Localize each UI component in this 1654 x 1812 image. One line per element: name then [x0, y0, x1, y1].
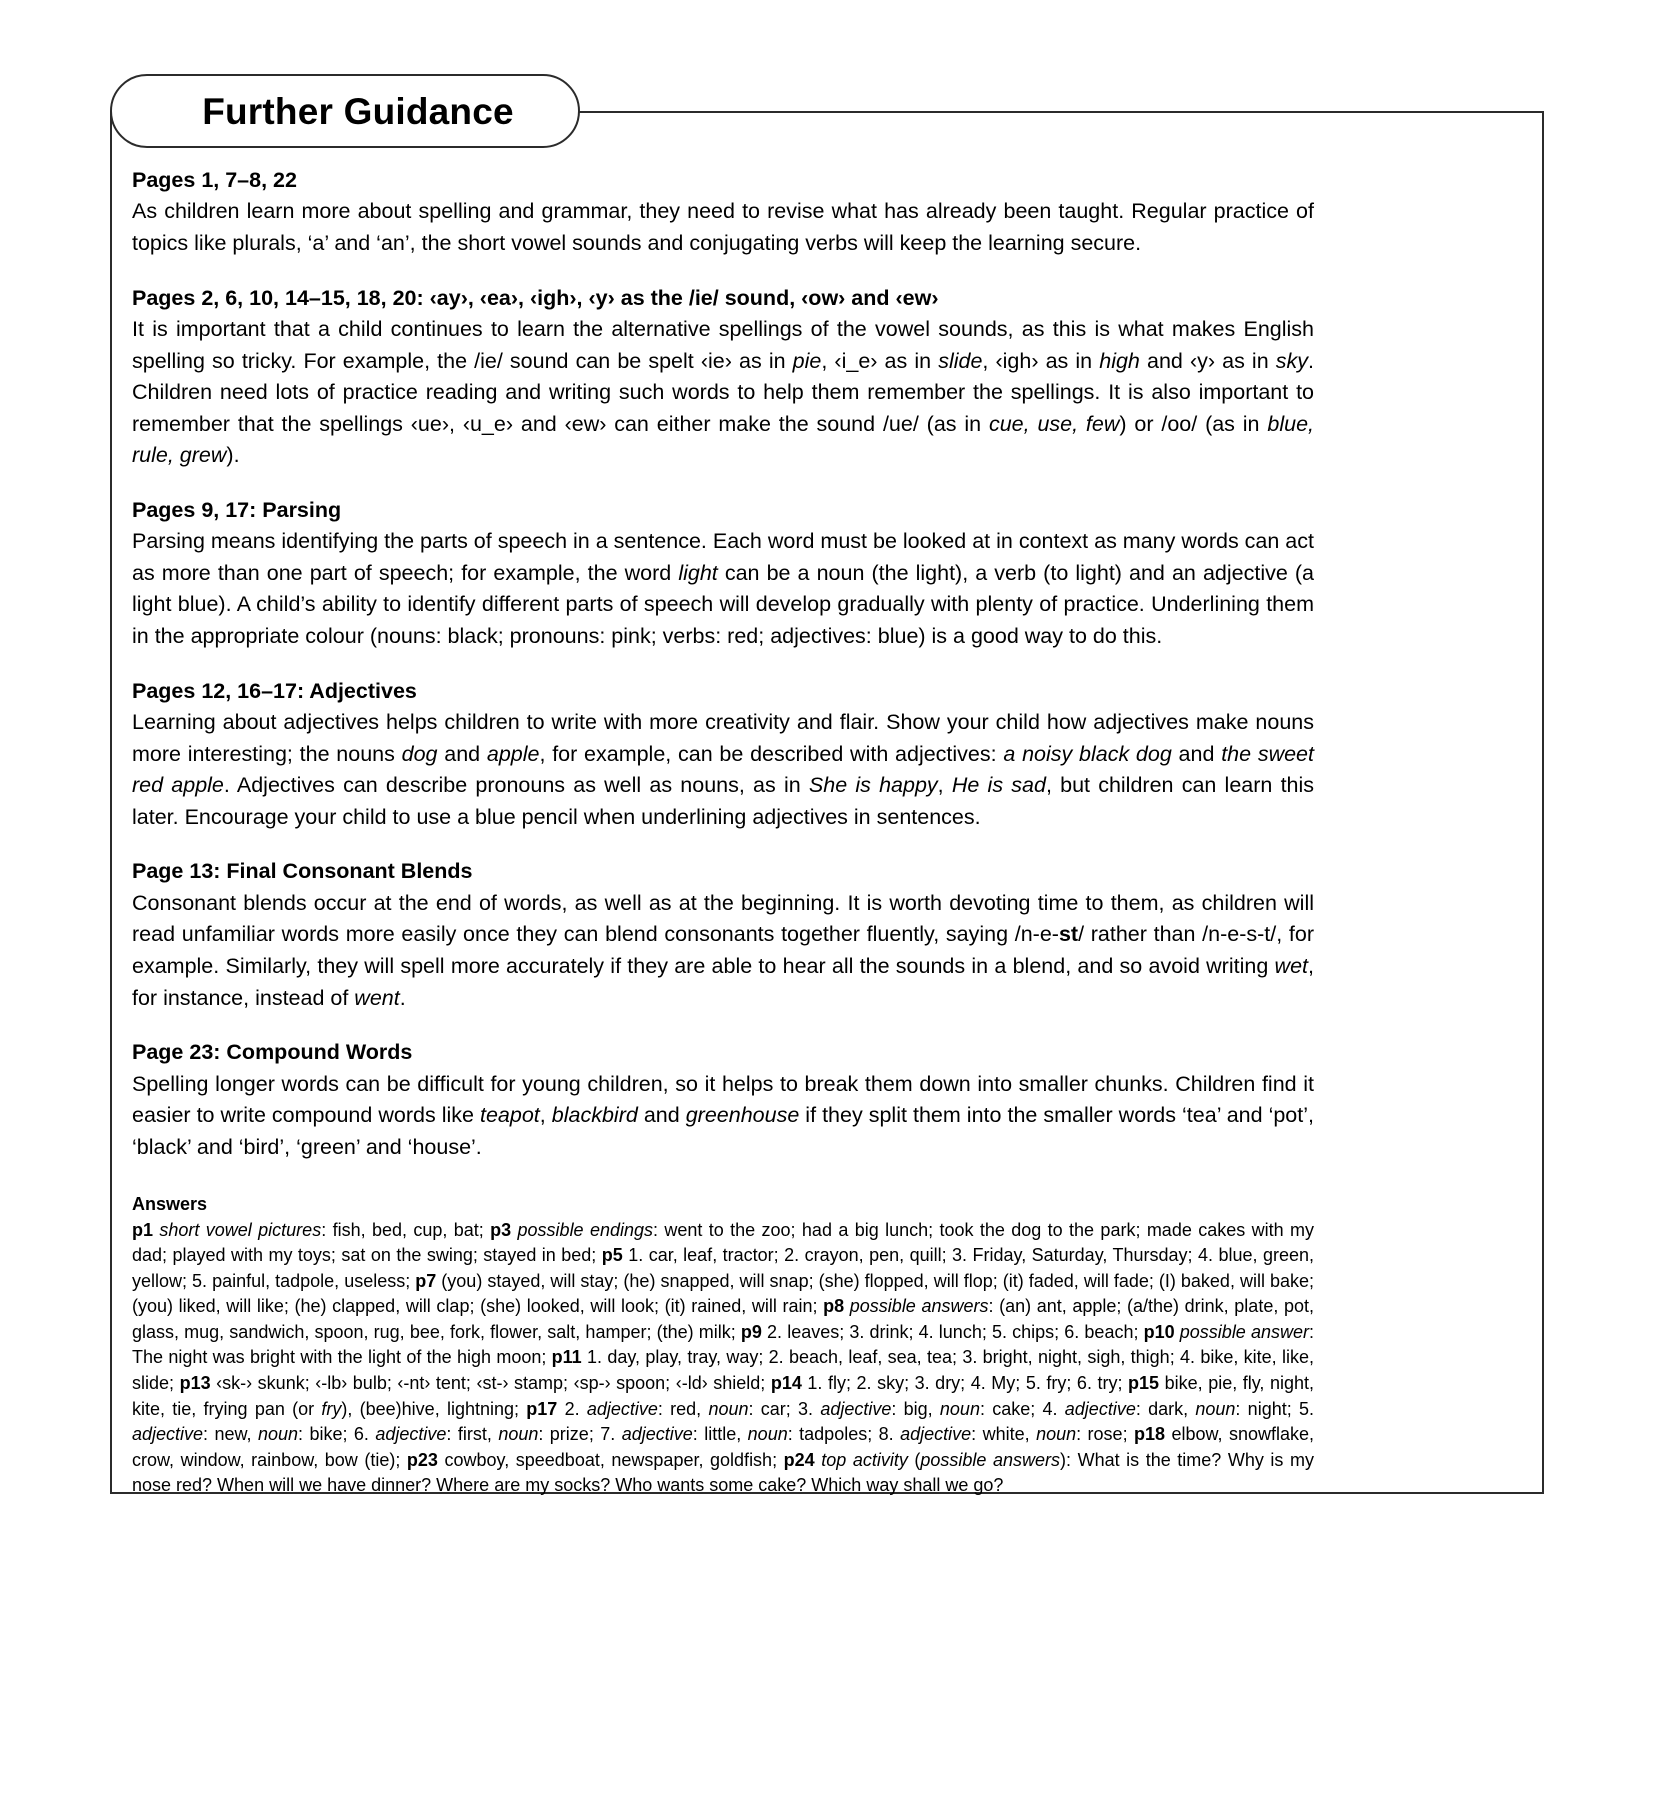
guidance-content [132, 166, 1314, 1499]
answers-body: p1 short vowel pictures: fish, bed, cup, bat; p3 possible endings: went to the zoo; had a big lunch; took the dog to the park; made cakes with my dad; played with my toys; sat on the swing; stayed in bed; p5 1. car, leaf, tractor; 2. crayon, pen, quill; 3. Friday, Saturday, Thursday; 4. blue, green, yellow; 5. painful, tadpole, useless; p7 (you) stayed, will stay; (he) snapped, will snap; (she) flopped, will flop; (it) faded, will fade; (I) baked, will bake; (you) liked, will like; (he) clapped, will clap; (she) looked, will look; (it) rained, will rain; p8 possible answers: (an) ant, apple; (a/the) drink, plate, pot, glass, mug, sandwich, spoon, rug, bee, fork, flower, salt, hamper; (the) milk; p9 2. leaves; 3. drink; 4. lunch; 5. chips; 6. beach; p10 possible answer: The night was bright with the light of the high moon; p11 1. day, play, tray, way; 2. beach, leaf, sea, tea; 3. bright, night, sigh, thigh; 4. bike, kite, like, slide; p13 ‹sk-› skunk; ‹-lb› bulb; ‹-nt› tent; ‹st-› stamp; ‹sp-› spoon; ‹-ld› shield; p14 1. fly; 2. sky; 3. dry; 4. My; 5. fry; 6. try; p15 bike, pie, fly, night, kite, tie, frying pan (or fry), (bee)hive, lightning; p17 2. adjective: red, noun: car; 3. adjective: big, noun: cake; 4. adjective: dark, noun: night; 5. adjective: new, noun: bike; 6. adjective: first, noun: prize; 7. adjective: little, noun: tadpoles; 8. adjective: white, noun: rose; p18 elbow, snowflake, crow, window, rainbow, bow (tie); p23 cowboy, speedboat, newspaper, goldfish; p24 top activity (possible answers): What is the time? Why is my nose red? When will we have dinner? Where are my socks? Who wants some cake? Which way shall we go? [132, 1219, 1315, 1496]
section-pages-1-7-8-22 [132, 166, 1314, 260]
section-body: Spelling longer words can be difficult for young children, so it helps to break them down into smaller chunks. Children find it easier to write compound words like teapot, blackbird and greenhouse if they split them into the smaller words ‘tea’ and ‘pot’, ‘black’ and ‘bird’, ‘green’ and ‘house’. [132, 1071, 1314, 1159]
section-heading: Pages 1, 7–8, 22 [132, 168, 297, 192]
section-pages-9-17-parsing [132, 496, 1314, 653]
section-heading: Page 23: Compound Words [132, 1040, 413, 1065]
section-heading: Pages 12, 16–17: Adjectives [132, 678, 417, 703]
further-guidance-title-tab [110, 74, 580, 148]
section-body: Learning about adjectives helps children to write with more creativity and flair. Show your child how adjectives make nouns more interesting; the nouns dog and apple, for example, can be described with adjectives: a noisy black dog and the sweet red apple. Adjectives can describe pronouns as well as nouns, as in She is happy, He is sad, but children can learn this later. Encourage your child to use a blue pencil when underlining adjectives in sentences. [132, 710, 1315, 829]
section-body: As children learn more about spelling and grammar, they need to revise what has already been taught. Regular practice of topics like plurals, ‘a’ and ‘an’, the short vowel sounds and conjugating verbs will keep the learning secure. [132, 199, 1314, 255]
section-heading: Pages 2, 6, 10, 14–15, 18, 20: ‹ay›, ‹ea›, ‹igh›, ‹y› as the /ie/ sound, ‹ow› and ‹ew› [132, 285, 939, 310]
page-title: Further Guidance [202, 90, 514, 132]
section-pages-12-16-17-adjectives [132, 677, 1314, 834]
section-body: Parsing means identifying the parts of speech in a sentence. Each word must be looked at in context as many words can act as more than one part of speech; for example, the word light can be a noun (the light), a verb (to light) and an adjective (a light blue). A child’s ability to identify different parts of speech will develop gradually with plenty of practice. Underlining them in the appropriate colour (nouns: black; pronouns: pink; verbs: red; adjectives: blue) is a good way to do this. [132, 529, 1314, 649]
section-body: It is important that a child continues to learn the alternative spellings of the vowel sounds, as this is what makes English spelling so tricky. For example, the /ie/ sound can be spelt ‹ie› as in pie, ‹i_e› as in slide, ‹igh› as in high and ‹y› as in sky. Children need lots of practice reading and writing such words to help them remember the spellings. It is also important to remember that the spellings ‹ue›, ‹u_e› and ‹ew› can either make the sound /ue/ (as in cue, use, few) or /oo/ (as in blue, rule, grew). [132, 316, 1314, 468]
section-heading: Page 13: Final Consonant Blends [132, 859, 473, 884]
section-page-23-compound-words [132, 1038, 1314, 1163]
section-body: Consonant blends occur at the end of words, as well as at the beginning. It is worth devoting time to them, as children will read unfamiliar words more easily once they can blend consonants together fluently, saying /n-e-st/ rather than /n-e-s-t/, for example. Similarly, they will spell more accurately if they are able to hear all the sounds in a blend, and so avoid writing wet, for instance, instead of went. [132, 890, 1314, 1010]
section-pages-2-6-10-14-15-18-20 [132, 284, 1314, 472]
section-answers [132, 1193, 1314, 1498]
section-heading: Pages 9, 17: Parsing [132, 497, 342, 522]
answers-heading: Answers [132, 1194, 208, 1215]
section-page-13-final-consonant-blends [132, 857, 1314, 1014]
